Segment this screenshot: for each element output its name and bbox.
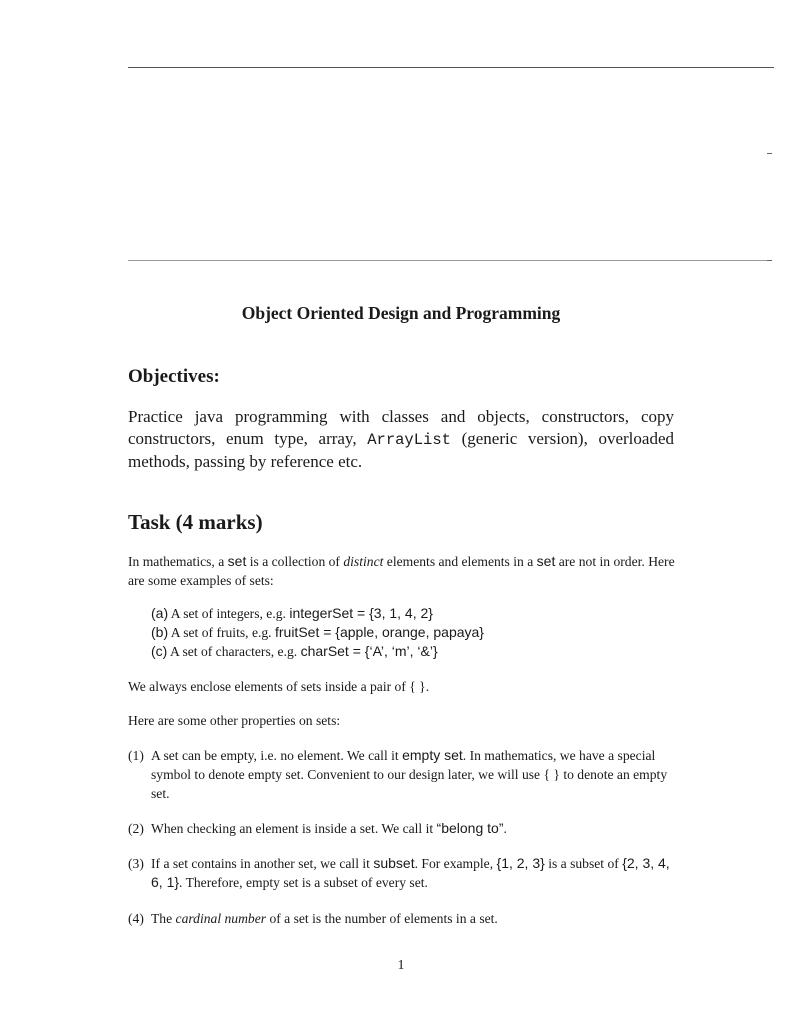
margin-mark — [767, 260, 772, 261]
example-text: A set of fruits, e.g. — [168, 625, 275, 640]
property-number: (4) — [128, 911, 144, 926]
arraylist-code: ArrayList — [367, 431, 451, 449]
property-number: (1) — [128, 748, 144, 763]
list-item — [151, 604, 681, 623]
property-item — [128, 854, 680, 892]
list-item — [151, 623, 681, 642]
page-title: Object Oriented Design and Programming — [241, 303, 561, 323]
property-number: (3) — [128, 856, 144, 871]
property-item — [128, 746, 680, 803]
property-text — [151, 819, 680, 838]
example-value: fruitSet = {apple, orange, papaya} — [274, 624, 484, 640]
example-value: charSet = {‘A’, ‘m’, ‘&’} — [300, 643, 438, 659]
property-text-part: is a subset of — [544, 856, 623, 871]
task-heading: Task (4 marks) — [128, 510, 263, 534]
empty-set-term: empty set — [402, 747, 463, 763]
property-text-part: The — [151, 911, 176, 926]
list-marker: (c) — [151, 643, 168, 659]
property-text-part: . For example, — [414, 856, 497, 871]
cardinal-number-term: cardinal number — [175, 911, 267, 926]
example-value: integerSet = {3, 1, 4, 2} — [289, 605, 433, 621]
page-number: 1 — [397, 958, 405, 973]
property-item — [128, 819, 680, 838]
property-number: (2) — [128, 821, 144, 836]
header-rule — [128, 260, 768, 261]
superset-example: {2, 3, 4, 6, 1} — [151, 855, 670, 890]
property-text-part: If a set contains in another set, we call it — [151, 856, 374, 871]
enclose-paragraph: We always enclose elements of sets inside a pair of { }. — [128, 679, 430, 694]
list-item — [151, 642, 681, 661]
property-text-part: . In mathematics, we have a special symbol to denote empty set. Convenient to our design later, we will use { } to denote an empty set. — [151, 748, 668, 801]
examples-list — [151, 604, 681, 661]
subset-term: subset — [373, 855, 415, 871]
property-text-part: . — [503, 821, 507, 836]
intro-text: In mathematics, a — [128, 554, 228, 569]
set-term: set — [227, 553, 247, 569]
property-text-part: of a set is the number of elements in a set. — [266, 911, 498, 926]
intro-text: are not in order. Here are some examples of sets: — [128, 554, 675, 588]
example-text: A set of integers, e.g. — [168, 606, 290, 621]
intro-text: is a collection of — [246, 554, 344, 569]
subset-example: {1, 2, 3} — [496, 855, 545, 871]
objectives-paragraph — [128, 406, 674, 473]
objectives-heading: Objectives: — [128, 366, 220, 387]
list-marker: (a) — [151, 605, 169, 621]
other-properties-paragraph: Here are some other properties on sets: — [128, 713, 341, 728]
task-intro-paragraph — [128, 552, 680, 590]
distinct-term: distinct — [343, 554, 384, 569]
set-term: set — [536, 553, 556, 569]
property-text — [151, 746, 680, 803]
property-text — [151, 854, 680, 892]
list-marker: (b) — [151, 624, 169, 640]
objectives-text: Practice java programming with classes and objects, constructors, copy constructors, enum type, array, — [128, 407, 674, 448]
property-text-part: A set can be empty, i.e. no element. We call it — [151, 748, 403, 763]
property-text-part: When checking an element is inside a set. We call it — [151, 821, 437, 836]
objectives-text-end: (generic version), overloaded methods, passing by reference etc. — [128, 429, 674, 471]
property-text — [151, 909, 680, 928]
property-item — [128, 909, 680, 928]
property-text-part: . Therefore, empty set is a subset of every set. — [179, 875, 428, 890]
margin-mark — [767, 153, 772, 154]
belong-to-term: “belong to” — [436, 820, 504, 836]
example-text: A set of characters, e.g. — [167, 644, 301, 659]
intro-text: elements and elements in a — [383, 554, 537, 569]
top-rule — [128, 67, 774, 68]
